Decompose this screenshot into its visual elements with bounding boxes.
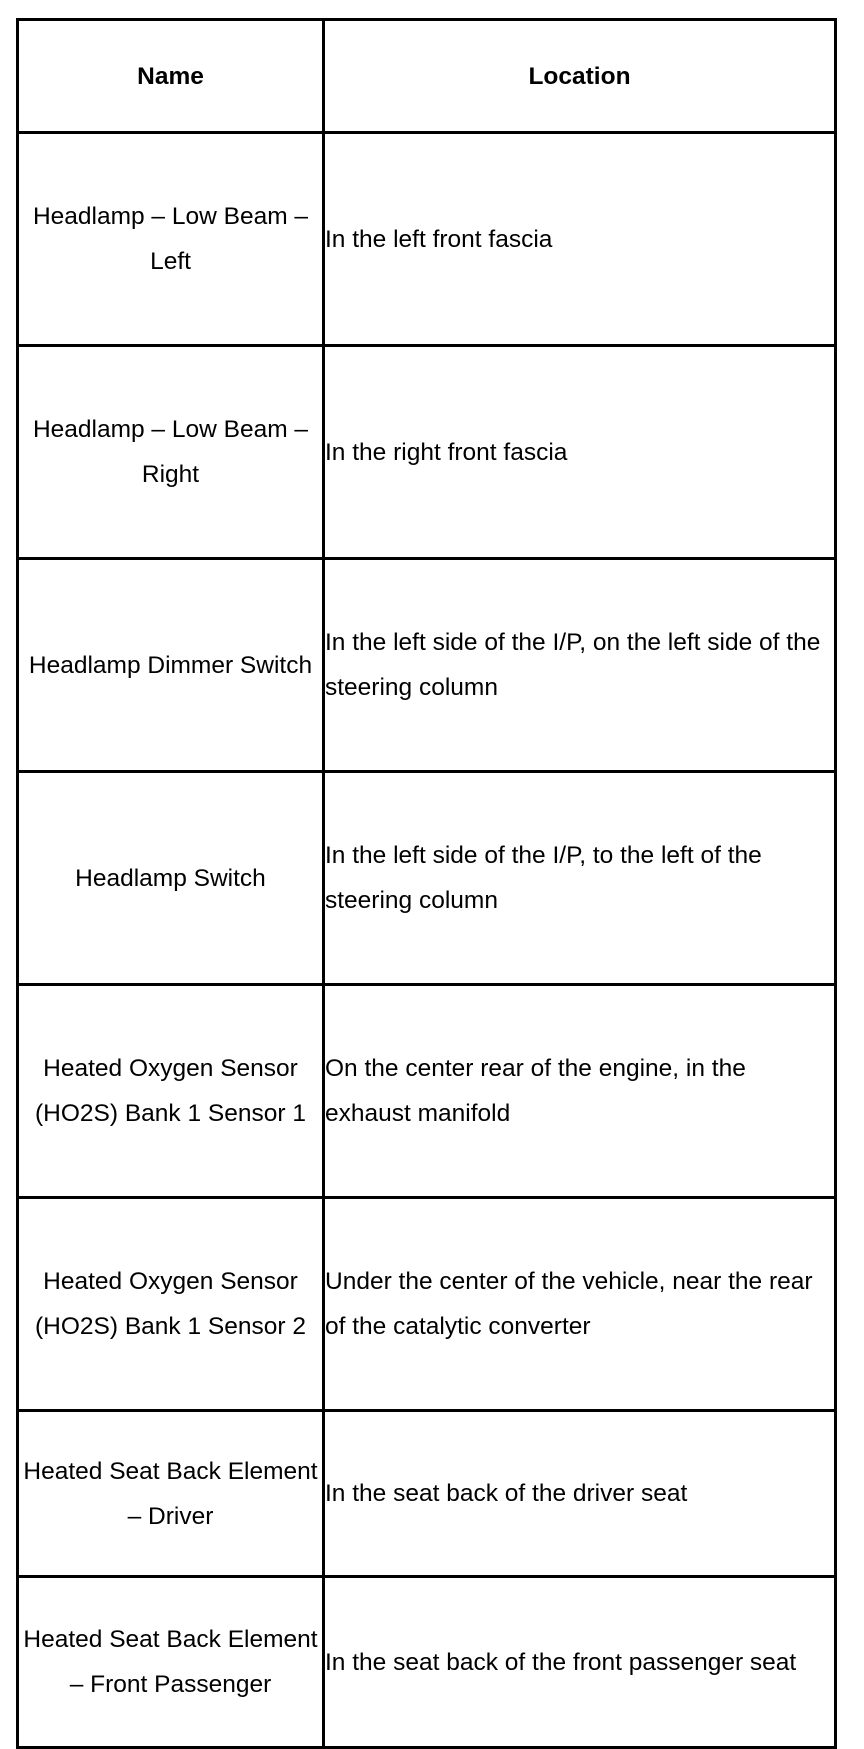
component-name-cell: Headlamp – Low Beam – Right bbox=[18, 346, 324, 559]
component-name-cell: Heated Seat Back Element – Driver bbox=[18, 1411, 324, 1577]
component-name-cell: Heated Seat Back Element – Front Passenger bbox=[18, 1577, 324, 1748]
component-location-cell: In the left side of the I/P, on the left side of the steering column bbox=[324, 559, 836, 772]
component-name-cell: Headlamp Dimmer Switch bbox=[18, 559, 324, 772]
table-row bbox=[18, 1198, 836, 1411]
component-location-cell: In the seat back of the driver seat bbox=[324, 1411, 836, 1577]
component-location-cell: In the right front fascia bbox=[324, 346, 836, 559]
table-row bbox=[18, 1411, 836, 1577]
table-row bbox=[18, 133, 836, 346]
component-location-cell: Under the center of the vehicle, near the rear of the catalytic converter bbox=[324, 1198, 836, 1411]
component-name-cell: Heated Oxygen Sensor (HO2S) Bank 1 Sensor 1 bbox=[18, 985, 324, 1198]
component-name-cell: Heated Oxygen Sensor (HO2S) Bank 1 Sensor 2 bbox=[18, 1198, 324, 1411]
column-header-location: Location bbox=[324, 20, 836, 133]
component-name-cell: Headlamp – Low Beam – Left bbox=[18, 133, 324, 346]
table-header-row bbox=[18, 20, 836, 133]
component-location-cell: On the center rear of the engine, in the exhaust manifold bbox=[324, 985, 836, 1198]
table-row bbox=[18, 346, 836, 559]
component-location-cell: In the left side of the I/P, to the left of the steering column bbox=[324, 772, 836, 985]
component-location-cell: In the left front fascia bbox=[324, 133, 836, 346]
component-name-cell: Headlamp Switch bbox=[18, 772, 324, 985]
component-location-table bbox=[16, 18, 837, 1749]
column-header-name: Name bbox=[18, 20, 324, 133]
table-row bbox=[18, 985, 836, 1198]
component-location-cell: In the seat back of the front passenger seat bbox=[324, 1577, 836, 1748]
table-row bbox=[18, 559, 836, 772]
table-row bbox=[18, 772, 836, 985]
table-row bbox=[18, 1577, 836, 1748]
